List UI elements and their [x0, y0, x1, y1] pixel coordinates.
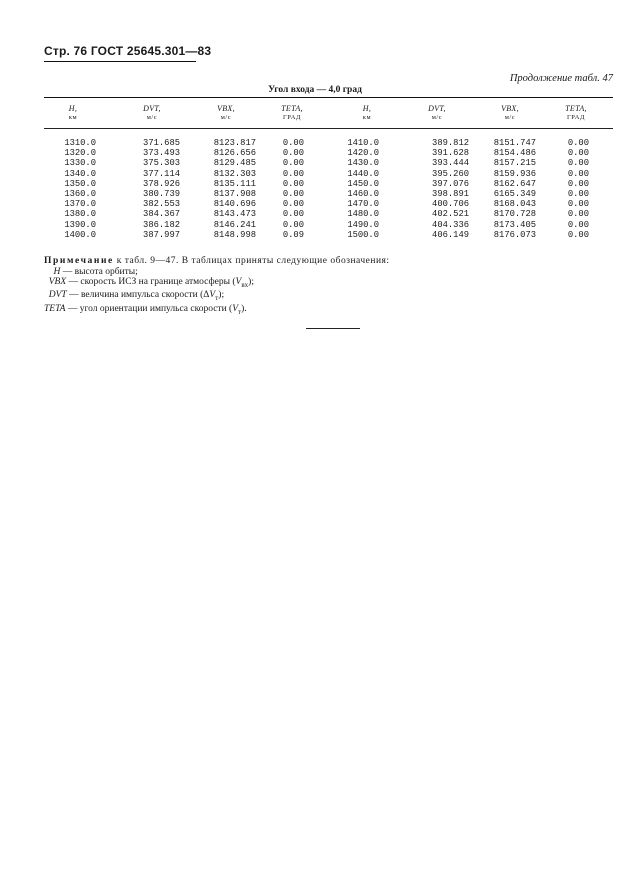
definition-abbreviation: TETA	[44, 303, 66, 314]
table-cell: 6165.349	[493, 188, 536, 199]
table-cell: 8168.043	[493, 199, 536, 210]
table-continuation-label: Продолжение табл. 47	[509, 73, 613, 84]
table-cell: 0.00	[567, 209, 589, 220]
table-cell: 1460.0	[347, 188, 379, 199]
table-cell: 0.00	[567, 148, 589, 159]
note-definition	[44, 267, 613, 278]
definition-symbol-subscript: т	[215, 294, 219, 303]
definition-tail: ).	[241, 303, 247, 314]
table-row	[0, 158, 629, 168]
column-header	[122, 104, 182, 122]
table-row	[0, 169, 629, 179]
table-cell: 402.521	[432, 209, 469, 220]
definition-tail: );	[218, 290, 225, 301]
note-lead: Примечание	[44, 256, 114, 266]
table-cell: 1440.0	[347, 168, 379, 179]
table-cell: 8126.656	[213, 148, 256, 159]
table-cell: 0.00	[567, 178, 589, 189]
column-header-unit: м/с	[146, 114, 158, 121]
table-cell: 8154.486	[493, 148, 536, 159]
table-cell: 0.00	[567, 188, 589, 199]
column-header-name: ТЕТА,	[281, 104, 303, 113]
note-definitions	[44, 267, 613, 318]
table-title: Угол входа — 4,0 град	[268, 85, 362, 95]
table-cell: 8146.241	[213, 219, 256, 230]
note-intro: к табл. 9—47. В таблицах приняты следующие обозначения:	[113, 256, 390, 266]
column-header-name: VBX,	[501, 104, 519, 113]
table-cell: 0.00	[567, 158, 589, 169]
table-cell: 1480.0	[347, 209, 379, 220]
note-definition	[44, 290, 613, 303]
table-cell: 0.00	[282, 199, 304, 210]
table-row	[0, 138, 629, 148]
table-cell: 1320.0	[64, 148, 96, 159]
table-cell: 1410.0	[347, 138, 379, 148]
column-header-name: H,	[68, 104, 78, 113]
table-cell: 0.00	[567, 168, 589, 179]
table-cell: 1370.0	[64, 199, 96, 210]
table-top-rule	[44, 97, 613, 98]
table-cell: 391.628	[432, 148, 469, 159]
note-definition	[44, 304, 613, 317]
column-header	[196, 104, 256, 122]
table-cell: 0.00	[282, 168, 304, 179]
table-cell: 406.149	[432, 229, 469, 240]
column-header-unit: м/с	[431, 114, 443, 121]
table-cell: 8157.215	[493, 158, 536, 169]
table-cell: 8173.405	[493, 219, 536, 230]
table-cell: 0.00	[282, 148, 304, 159]
table-cell: 1400.0	[64, 229, 96, 240]
table-cell: 377.114	[143, 168, 180, 179]
table-cell: 373.493	[143, 148, 180, 159]
table-cell: 8140.696	[213, 199, 256, 210]
table-cell: 8151.747	[493, 138, 536, 148]
table-row	[0, 148, 629, 158]
table-cell: 8148.998	[213, 229, 256, 240]
definition-abbreviation: VBX	[48, 277, 67, 287]
end-separator	[306, 328, 360, 329]
column-header	[407, 104, 467, 122]
table-cell: 8159.936	[493, 168, 536, 179]
table-row	[0, 230, 629, 240]
column-header-unit: ГРАД	[282, 114, 302, 121]
table-cell: 378.926	[143, 178, 180, 189]
table-cell: 1390.0	[64, 219, 96, 230]
table-cell: 397.076	[432, 178, 469, 189]
definition-text: — величина импульса скорости (Δ	[66, 290, 210, 301]
table-cell: 8137.908	[213, 188, 256, 199]
table-cell: 8162.647	[493, 178, 536, 189]
table-cell: 8170.728	[493, 209, 536, 220]
table-cell: 382.553	[143, 199, 180, 210]
table-cell: 8129.485	[213, 158, 256, 169]
column-header-unit: км	[68, 114, 78, 121]
table-cell: 375.303	[143, 158, 180, 169]
column-header-name: DVT,	[428, 104, 446, 113]
table-cell: 1500.0	[347, 229, 379, 240]
table-cell: 1330.0	[64, 158, 96, 169]
definition-symbol-subscript: т	[238, 307, 242, 316]
table-cell: 0.00	[567, 229, 589, 240]
definition-indent	[44, 267, 54, 277]
table-cell: 395.260	[432, 168, 469, 179]
table-cell: 0.00	[282, 209, 304, 220]
table-row	[0, 220, 629, 230]
table-cell: 1310.0	[64, 138, 96, 148]
table-cell: 1360.0	[64, 188, 96, 199]
column-header	[337, 104, 397, 122]
definition-symbol: V	[235, 277, 242, 287]
column-header	[480, 104, 540, 122]
table-cell: 1380.0	[64, 209, 96, 220]
table-cell: 8135.111	[213, 178, 256, 189]
table-row	[0, 209, 629, 219]
table-cell: 404.336	[432, 219, 469, 230]
table-cell: 400.706	[432, 199, 469, 210]
table-cell: 0.09	[282, 229, 304, 240]
definition-symbol: V	[209, 290, 216, 301]
column-header-unit: м/с	[504, 114, 516, 121]
table-cell: 0.00	[282, 219, 304, 230]
column-header-name: DVT,	[143, 104, 161, 113]
table-cell: 1430.0	[347, 158, 379, 169]
table-cell: 0.00	[282, 138, 304, 148]
table-cell: 1340.0	[64, 168, 96, 179]
table-cell: 8143.473	[213, 209, 256, 220]
column-header-name: H,	[362, 104, 372, 113]
column-header-unit: м/с	[220, 114, 232, 121]
table-cell: 1450.0	[347, 178, 379, 189]
table-header-rule	[44, 128, 613, 129]
table-cell: 371.685	[143, 138, 180, 148]
definition-text: — угол ориентации импульса скорости (	[65, 303, 233, 314]
column-header-name: ТЕТА,	[565, 104, 587, 113]
definition-text: — высота орбиты;	[60, 266, 138, 277]
definition-symbol-subscript: вх	[241, 280, 249, 289]
table-note	[44, 256, 613, 317]
page-header: Стр. 76 ГОСТ 25645.301—83	[44, 44, 212, 58]
definition-abbreviation: DVT	[48, 290, 67, 301]
table-cell: 0.00	[567, 199, 589, 210]
table-row	[0, 189, 629, 199]
header-underline	[44, 61, 196, 62]
table-cell: 1470.0	[347, 199, 379, 210]
table-cell: 0.00	[567, 219, 589, 230]
table-cell: 0.00	[282, 178, 304, 189]
definition-symbol: V	[232, 303, 239, 314]
table-cell: 0.00	[282, 158, 304, 169]
table-body	[0, 138, 629, 240]
table-cell: 380.739	[143, 188, 180, 199]
table-cell: 8132.303	[213, 168, 256, 179]
table-cell: 8123.817	[213, 138, 256, 148]
table-cell: 384.367	[143, 209, 180, 220]
table-cell: 0.00	[567, 138, 589, 148]
table-cell: 1420.0	[347, 148, 379, 159]
column-header	[546, 104, 606, 122]
definition-abbreviation: H	[53, 266, 61, 277]
column-header-name: VBX,	[217, 104, 235, 113]
table-cell: 387.997	[143, 229, 180, 240]
table-cell: 8176.073	[493, 229, 536, 240]
note-definition	[44, 277, 613, 290]
definition-tail: );	[248, 277, 254, 287]
table-cell: 393.444	[432, 158, 469, 169]
table-cell: 1490.0	[347, 219, 379, 230]
table-cell: 389.812	[432, 138, 469, 148]
column-header-unit: ГРАД	[566, 114, 586, 121]
table-row	[0, 199, 629, 209]
table-row	[0, 179, 629, 189]
table-cell: 386.182	[143, 219, 180, 230]
table-cell: 398.891	[432, 188, 469, 199]
table-cell: 0.00	[282, 188, 304, 199]
table-cell: 1350.0	[64, 178, 96, 189]
definition-text: — скорость ИСЗ на границе атмосферы (	[66, 277, 236, 287]
column-header	[43, 104, 103, 122]
note-intro-line	[44, 256, 613, 267]
column-header-unit: км	[362, 114, 372, 121]
column-header	[262, 104, 322, 122]
